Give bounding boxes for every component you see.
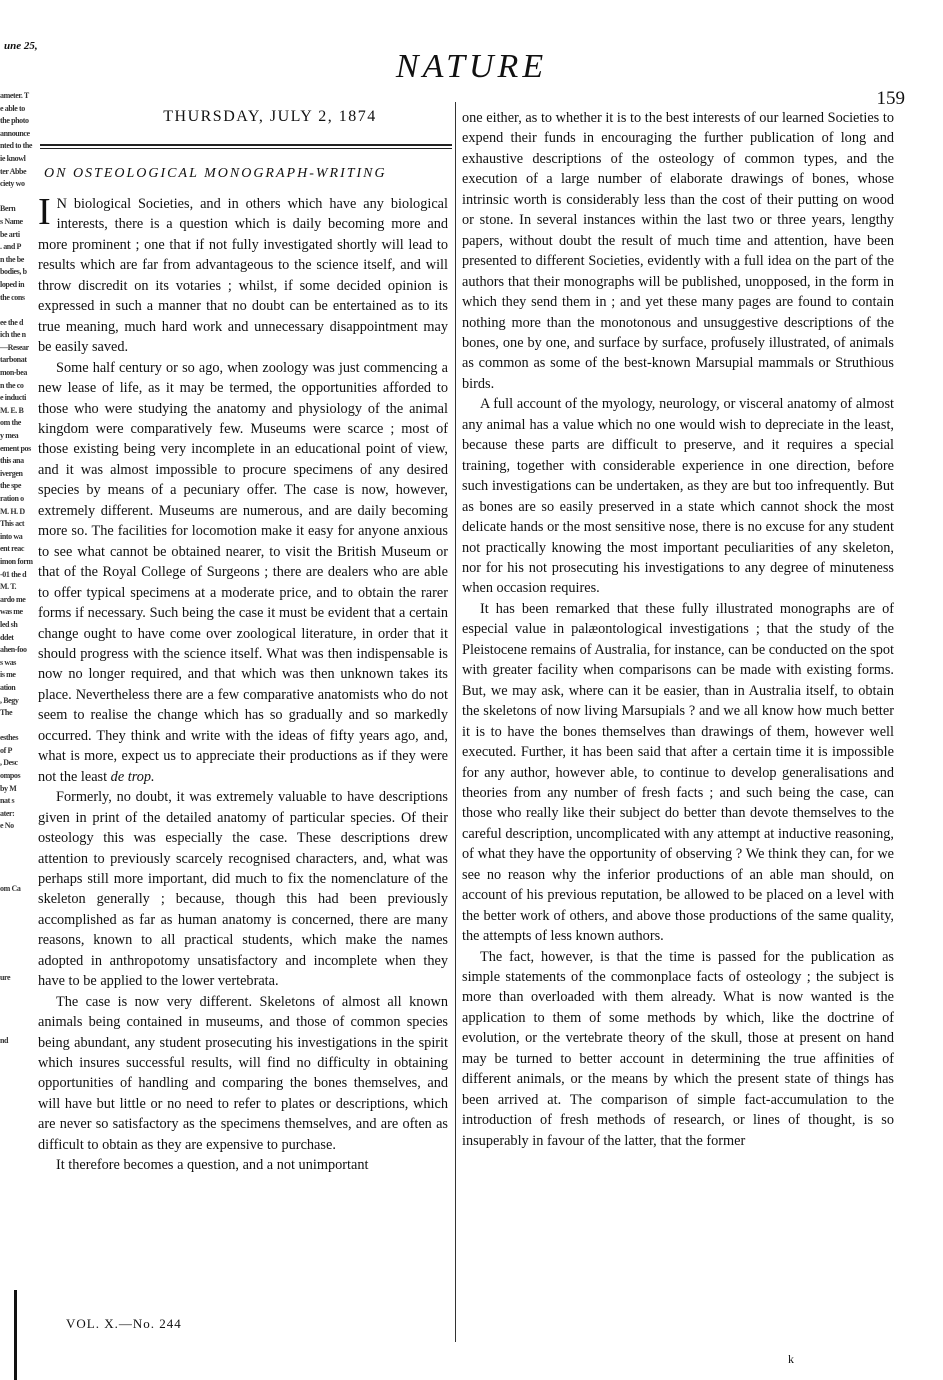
margin-fragment: ration o	[0, 494, 24, 503]
margin-fragment	[0, 921, 40, 934]
margin-fragment	[0, 1022, 40, 1035]
margin-fragment: nat s	[0, 796, 15, 806]
margin-fragment: om the	[0, 418, 21, 428]
margin-fragment: s Name	[0, 216, 23, 226]
margin-fragment: ent reac	[0, 544, 24, 554]
margin-fragment	[0, 871, 40, 884]
paragraph: The case is now very different. Skeletons of almost all known animals being contained in museums, and those of common species being abundant, any student prosecuting his investigations in the spirit which insures successful results, will find no difficulty in obtaining opportunities of handling and comparing the bones themselves, and will have but little or no need to refer to plates or descriptions, which are never so satisfactory as the specimens themselves, and are often as difficult to obtain as they are expensive to purchase.	[38, 993, 448, 1153]
paragraph	[38, 191, 448, 358]
margin-fragment: n the co	[0, 380, 24, 390]
margin-fragment	[0, 1060, 40, 1073]
margin-fragment: —Resear	[0, 342, 29, 352]
margin-fragment: be arti	[0, 229, 20, 239]
paragraph: Formerly, no doubt, it was extremely valuable to have descriptions given in print of the detailed anatomy of particular species. Of their osteology this was especially the case. These descriptions drew attention to previously scarcely recognised characters, and, what was perhaps still more important, did much to fix the nomenclature of the skeleton generally ; because, though this had been previously accomplished as far as human anatomy is concerned, there are many reasons, known to all practical students, which make the names adopted in anthropotomy unsatisfactory and incomplete when they have to be applied to the lower vertebrata.	[38, 789, 448, 990]
margin-fragment: ure	[0, 972, 11, 982]
paragraph: It has been remarked that these fully illustrated monographs are of especial value in palæontological investigations ; that the study of the Pleistocene remains of Australia, for instance, can be conducted on the spot with greater facility when comparisons can be made with existing forms. But, we may ask, where can it be easier, than in Australia itself, to obtain the skeletons of now living Marsupials ? and we all know how much better it is to have the bones themselves than drawings of them, however well executed. Further, it has been said that after a certain time it is impossible for any author, however able, to continue to develop generalisations and theories from any number of fresh facts ; and such being the case, can those who really like their subject do better than devote themselves to the careful description, uncomplicated with any attempt at inductive reasoning, of what they have the opportunity of observing ? We think they can, for we see no reason why the inferior productions of an able man should, on account of his previous reputation, be allowed to be placed on a level with the better work of others, and above those productions of the same quality, the attempts of less known authors.	[462, 600, 894, 945]
paragraph	[38, 358, 448, 788]
margin-fragment: -01 the d	[0, 569, 27, 579]
margin-fragment: ameter. T	[0, 91, 29, 100]
margin-fragment: ardo me	[0, 594, 26, 604]
margin-fragment: esthes	[0, 733, 19, 743]
margin-fragment: Bern	[0, 204, 16, 214]
paragraph: A full account of the myology, neurology, or visceral anatomy of almost any animal has a value which no one would wish to depreciate in the least, because these parts are difficult to preserve, and it requires a special training, together with considerable experience in one direction, before such investigations can be undertaken, as they are but too infrequently. But as bones are so easily preserved in a state which cannot shock the most delicate hands or the most sensitive nose, there is no excuse for any student not practically knowing the most important peculiarities of any skeleton, nor for his not prosecuting his investigations to any degree of minuteness when occasion requires.	[462, 396, 894, 597]
right-column	[462, 108, 894, 1151]
margin-fragment: imon form	[0, 556, 33, 566]
bleed-through-margin	[0, 90, 40, 1320]
margin-fragment: led sh	[0, 619, 18, 629]
margin-fragment: ompos	[0, 771, 21, 781]
margin-fragment	[0, 846, 40, 859]
margin-fragment: ich the n	[0, 330, 26, 340]
margin-fragment: n the be	[0, 254, 24, 264]
article-title: ON OSTEOLOGICAL MONOGRAPH-WRITING	[44, 166, 387, 181]
margin-fragment: s was	[0, 657, 17, 667]
margin-fragment: is me	[0, 670, 16, 680]
margin-fragment: bodies, b	[0, 267, 27, 277]
paragraph-italic-tail: de trop.	[110, 768, 155, 785]
margin-fragment: e able to	[0, 103, 25, 113]
margin-fragment: ie knowl	[0, 153, 26, 163]
margin-fragment: announce	[0, 128, 30, 138]
margin-fragment	[0, 984, 40, 997]
margin-fragment	[0, 934, 40, 947]
margin-fragment	[0, 720, 40, 733]
margin-fragment: was me	[0, 607, 23, 617]
margin-fragment	[0, 858, 40, 871]
margin-fragment: the cons	[0, 292, 25, 302]
paragraph: The fact, however, is that the time is passed for the publication as simple statements of the commonplace facts of osteology ; the subject is more than overloaded with them already. What is now wanted is the application to them of some methods by which, like the doctrine of evolution, or the vertebrate theory of the skull, those at present on hand may be turned to better account in determining the true affinities of different animals, or the means by which the present state of things has been arrived at. The comparison of simple fact-accumulation to the introduction of fresh methods of research, or lines of thought, is so insuperably in favour of the latter, that the former	[462, 948, 894, 1149]
margin-fragment: this ana	[0, 456, 24, 466]
margin-fragment: ation	[0, 682, 16, 692]
paragraph: one either, as to whether it is to the best interests of our learned Societies to expend their funds in encouraging the further publication of long and exhaustive descriptions of the osteology of common types, and the execution of a large number of elaborate drawings of bones, whose intrinsic worth is considerably less than the cost of their putting on wood or stone. In several instances within the last two or three years, lengthy papers, without doubt the result of much time and attention, have been presented to different Societies, evidently with a full idea on the part of the authors that their monographs will be published, unopposed, in the form in which they send them in ; and yet these many pages are found to contain nothing more than the monotonous and unsuggestive descriptions of the bones, one by one, and surface by surface, profusely illustrated, of animals as common as some of the best-known Marsupial mammals or Struthious birds.	[462, 110, 894, 392]
paragraph-text: N biological Societies, and in others which have any biological interests, there is a question which is daily becoming more and more prominent ; one that if not fully investigated shortly will lead to results which are far from advantageous to the science itself, and will throw discredit on its votaries ; whilst, if some decided opinion is expressed in such a manner that no doubt can be entertained as to its true meaning, much hard work and unnecessary disappointment may be easily saved.	[38, 196, 448, 356]
margin-fragment: ddet	[0, 632, 14, 642]
margin-fragment: y mea	[0, 431, 19, 441]
column-divider	[455, 102, 456, 1342]
margin-fragment: e No	[0, 821, 14, 831]
margin-fragment: ee the d	[0, 317, 24, 327]
page-number: 159	[876, 88, 905, 109]
margin-fragment	[0, 1009, 40, 1022]
margin-fragment: ement pos	[0, 443, 31, 453]
margin-fragment: the spe	[0, 481, 21, 491]
margin-fragment: ciety wo	[0, 179, 25, 189]
dateline: THURSDAY, JULY 2, 1874	[163, 108, 377, 125]
margin-fragment: by M	[0, 783, 17, 793]
paragraph-text: Some half century or so ago, when zoology was just commencing a new lease of life, as it may be termed, the opportunities afforded to those who were studying the anatomy and physiology of the animal kingdom were comparatively few. Museums were scarce ; most of those existing being very incomplete in an educational point of view, and it was almost impossible to procure specimens of any desired species by means of a pecuniary offer. The case is now, however, extremely different. Museums are numerous, and are daily becoming more so. The facilities for locomotion make it easy for anyone anxious to see what cannot be obtained nearer, to visit the British Museum or that of the Royal College of Surgeons ; there are dealers who are able to offer typical specimens at a moderate price, and to obtain the rarer forms if necessary. Such being the case it must be evident that a certain change ought to have come over zoological literature, in order that it should progress with the science itself. What was then indispensable is now no longer required, and that which was then unknown takes its place. Nevertheless there are a few comparative anatomists who do not seem to realise the change which has so gradually and so markedly occurred. They think and write with the ideas of fifty years ago, and, what is more, expect us to appreciate their productions as if they were not the least	[38, 359, 448, 785]
margin-fragment: . and P	[0, 242, 21, 252]
margin-fragment: e inducti	[0, 393, 26, 403]
margin-fragment	[0, 833, 40, 846]
heading-rule	[40, 144, 452, 146]
volume-footer: VOL. X.—No. 244	[66, 1316, 182, 1331]
margin-fragment	[0, 909, 40, 922]
corner-date-fragment: une 25,	[4, 40, 38, 52]
margin-fragment: ahen-foo	[0, 645, 27, 655]
heading-rule-thin	[40, 148, 452, 149]
margin-fragment: nted to the	[0, 141, 33, 151]
margin-fragment: , Desc	[0, 758, 18, 768]
paragraph: It therefore becomes a question, and a not unimportant	[56, 1157, 369, 1174]
margin-fragment	[0, 896, 40, 909]
margin-fragment: , Begy	[0, 695, 19, 705]
margin-fragment: M. H. D	[0, 506, 25, 516]
margin-fragment	[0, 997, 40, 1010]
margin-fragment	[0, 946, 40, 959]
margin-fragment: ter Abbe	[0, 166, 27, 176]
margin-fragment: into wa	[0, 531, 23, 541]
margin-fragment: mon-bea	[0, 368, 27, 378]
binding-edge	[14, 1290, 17, 1380]
drop-cap: I	[38, 191, 51, 233]
margin-fragment: The	[0, 708, 13, 718]
margin-fragment	[0, 959, 40, 972]
margin-fragment: M. T.	[0, 582, 17, 592]
margin-fragment: This act	[0, 519, 25, 529]
margin-fragment: nd	[0, 1035, 9, 1045]
masthead: NATURE	[395, 48, 548, 85]
margin-fragment: loped in	[0, 279, 25, 289]
margin-fragment: tarbonat	[0, 355, 27, 365]
margin-fragment: of P	[0, 745, 12, 755]
margin-fragment	[0, 1047, 40, 1060]
bottom-mark: k	[788, 1352, 794, 1366]
margin-fragment: ater:	[0, 808, 15, 818]
margin-fragment: the photo	[0, 116, 29, 126]
left-column	[38, 191, 448, 1176]
margin-fragment	[0, 191, 40, 204]
margin-fragment	[0, 304, 40, 317]
margin-fragment: om Ca	[0, 884, 21, 894]
margin-fragment: ivergen	[0, 468, 23, 478]
margin-fragment: M. E. B	[0, 405, 24, 415]
